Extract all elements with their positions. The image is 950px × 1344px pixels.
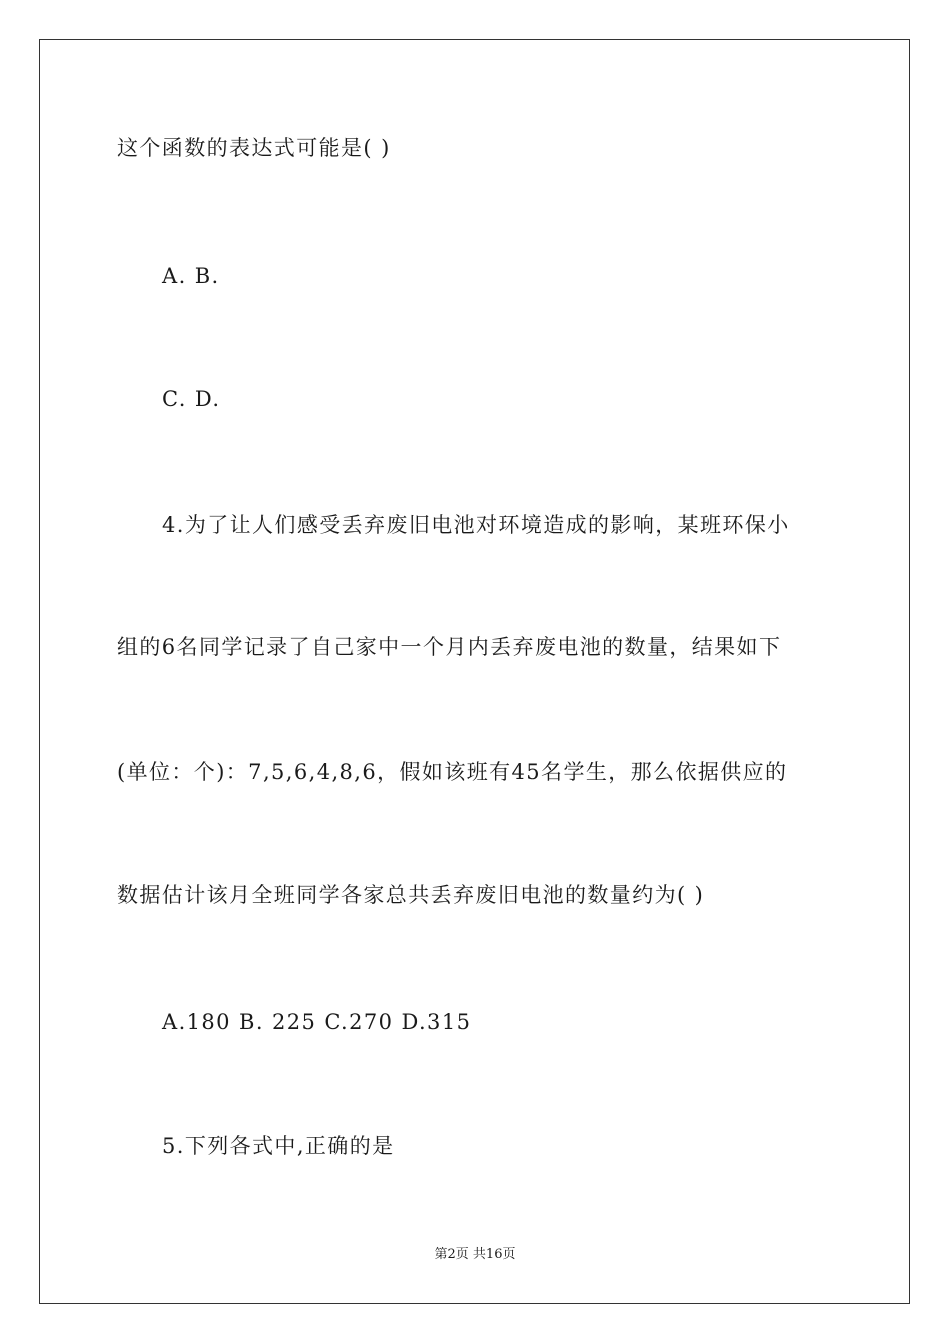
question-4-line-4: 数据估计该月全班同学各家总共丢弃废旧电池的数量约为( ) [117, 883, 705, 907]
question-4-line-2: 组的6名同学记录了自己家中一个月内丢弃废电池的数量，结果如下 [117, 635, 782, 659]
question-3-options-ab: A. B. [162, 264, 220, 288]
question-5-stem: 5.下列各式中,正确的是 [162, 1134, 395, 1158]
question-3-options-cd: C. D. [162, 387, 221, 411]
question-4-line-3: (单位：个)：7,5,6,4,8,6，假如该班有45名学生，那么依据供应的 [117, 760, 788, 784]
page-border [39, 39, 910, 1304]
question-3-stem-end: 这个函数的表达式可能是( ) [117, 136, 391, 160]
question-4-options: A.180 B. 225 C.270 D.315 [162, 1010, 472, 1034]
page-number-footer: 第2页 共16页 [434, 1247, 516, 1262]
question-4-line-1: 4.为了让人们感受丢弃废旧电池对环境造成的影响，某班环保小 [162, 513, 790, 537]
